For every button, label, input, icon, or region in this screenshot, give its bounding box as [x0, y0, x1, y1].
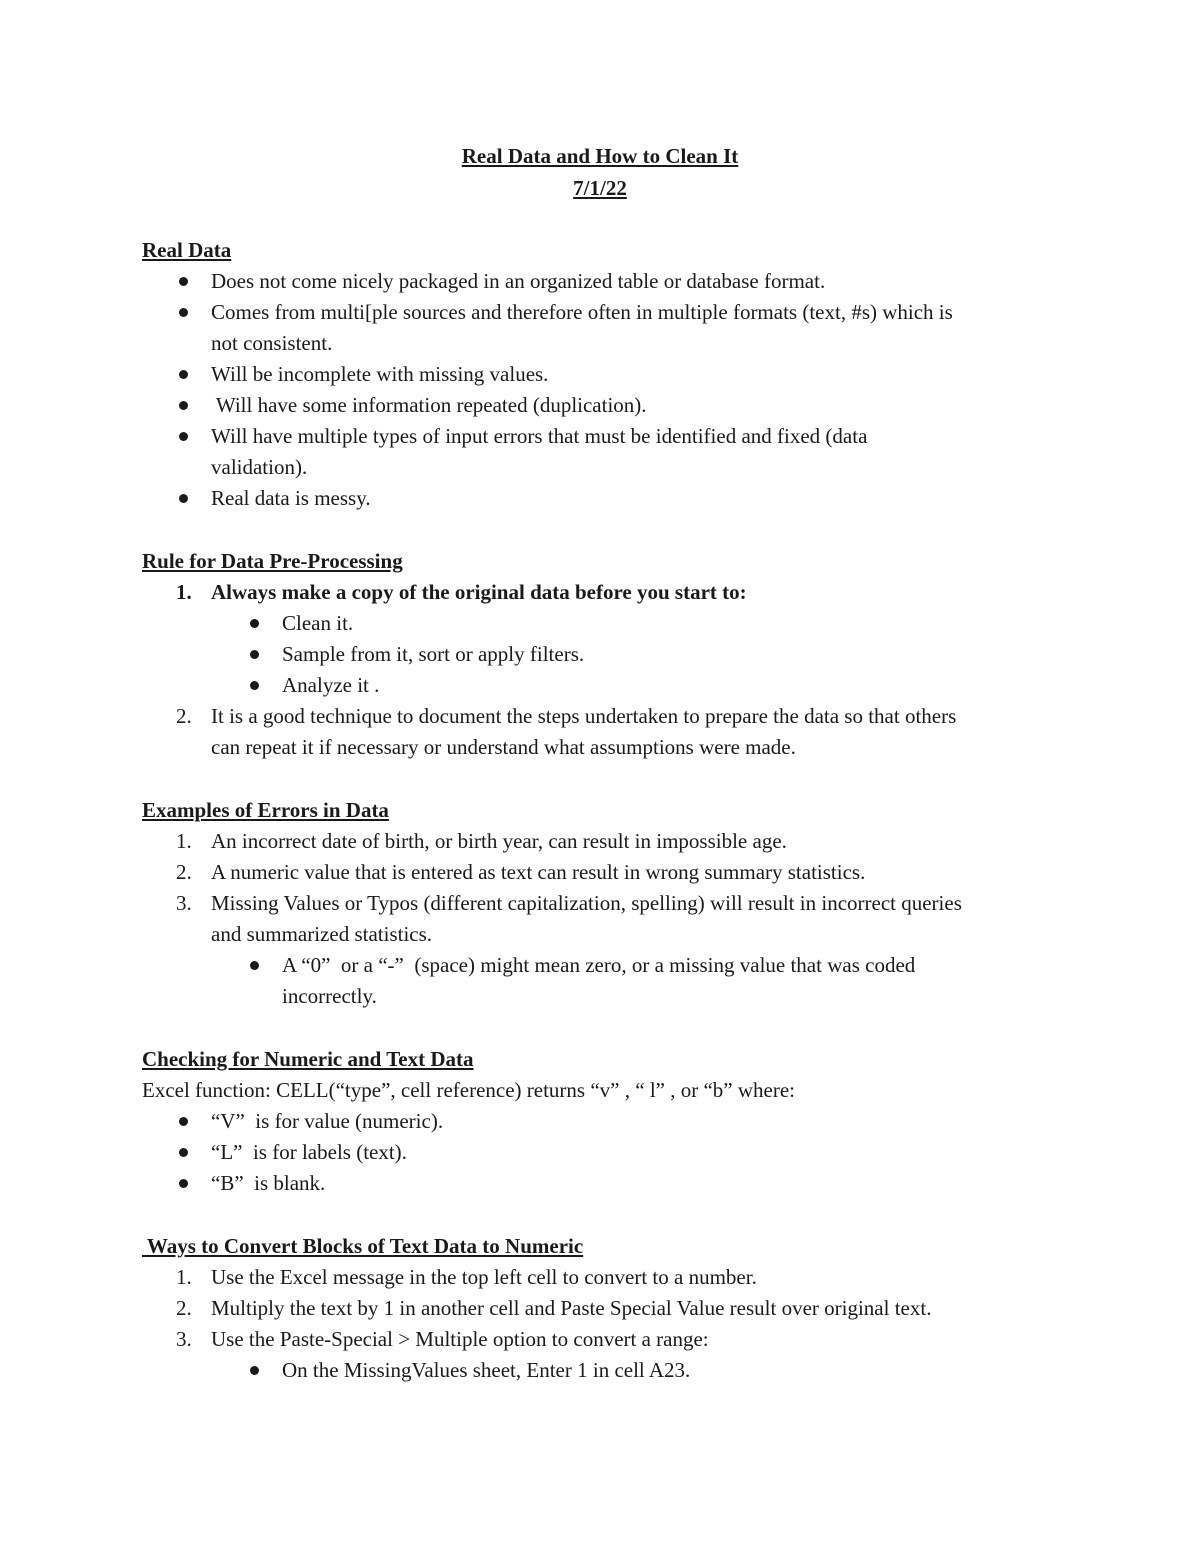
bullet-icon	[179, 1117, 188, 1126]
list-item: A numeric value that is entered as text can result in wrong summary statistics.	[211, 860, 866, 884]
bullet-icon	[250, 1366, 259, 1375]
list-item: Will have multiple types of input errors that must be identified and fixed (data	[211, 424, 868, 448]
bullet-icon	[179, 494, 188, 503]
list-item: Missing Values or Typos (different capitalization, spelling) will result in incorrect queries	[211, 891, 962, 915]
bullet-icon	[250, 681, 259, 690]
list-item: Will be incomplete with missing values.	[211, 362, 549, 386]
document-date: 7/1/22	[573, 176, 627, 200]
document-title: Real Data and How to Clean It	[461, 144, 739, 168]
sub-list-item-continuation: incorrectly.	[282, 984, 377, 1008]
list-number: 1.	[176, 829, 192, 853]
list-item: An incorrect date of birth, or birth year, can result in impossible age.	[211, 829, 787, 853]
bullet-icon	[179, 1148, 188, 1157]
list-item: Does not come nicely packaged in an organized table or database format.	[211, 269, 826, 293]
bullet-icon	[250, 650, 259, 659]
list-item-continuation: can repeat it if necessary or understand what assumptions were made.	[211, 735, 796, 759]
list-number: 1.	[176, 1265, 192, 1289]
list-item: Always make a copy of the original data before you start to:	[211, 580, 747, 604]
list-number: 2.	[176, 860, 192, 884]
sub-list-item: Analyze it .	[282, 673, 380, 697]
bullet-icon	[179, 277, 188, 286]
bullet-icon	[179, 370, 188, 379]
heading-real-data: Real Data	[142, 238, 232, 262]
list-item: Will have some information repeated (duplication).	[211, 393, 647, 417]
list-item: Use the Excel message in the top left cell to convert to a number.	[211, 1265, 757, 1289]
list-item: “V” is for value (numeric).	[211, 1109, 444, 1133]
list-item: “B” is blank.	[211, 1171, 326, 1195]
sub-list-item: Clean it.	[282, 611, 354, 635]
list-item: It is a good technique to document the steps undertaken to prepare the data so that others	[211, 704, 957, 728]
bullet-icon	[250, 961, 259, 970]
heading-rule: Rule for Data Pre-Processing	[142, 549, 403, 573]
list-number: 2.	[176, 704, 192, 728]
list-number: 1.	[176, 580, 192, 604]
list-item: Multiply the text by 1 in another cell and Paste Special Value result over original text.	[211, 1296, 932, 1320]
list-number: 3.	[176, 1327, 192, 1351]
list-item-continuation: validation).	[211, 455, 308, 479]
list-item-continuation: not consistent.	[211, 331, 333, 355]
heading-errors: Examples of Errors in Data	[142, 798, 389, 822]
bullet-icon	[179, 401, 188, 410]
bullet-icon	[179, 432, 188, 441]
list-item: Comes from multi[ple sources and therefore often in multiple formats (text, #s) which is	[211, 300, 953, 324]
list-item-continuation: and summarized statistics.	[211, 922, 433, 946]
list-number: 2.	[176, 1296, 192, 1320]
bullet-icon	[250, 619, 259, 628]
bullet-icon	[179, 1179, 188, 1188]
sub-list-item: A “0” or a “-” (space) might mean zero, or a missing value that was coded	[282, 953, 916, 977]
sub-list-item: Sample from it, sort or apply filters.	[282, 642, 585, 666]
sub-list-item: On the MissingValues sheet, Enter 1 in cell A23.	[282, 1358, 691, 1382]
list-item: “L” is for labels (text).	[211, 1140, 407, 1164]
heading-checking: Checking for Numeric and Text Data	[142, 1047, 474, 1071]
bullet-icon	[179, 308, 188, 317]
heading-ways: Ways to Convert Blocks of Text Data to Numeric	[142, 1234, 584, 1258]
list-number: 3.	[176, 891, 192, 915]
list-item: Use the Paste-Special > Multiple option to convert a range:	[211, 1327, 709, 1351]
intro-text: Excel function: CELL(“type”, cell reference) returns “v” , “ l” , or “b” where:	[142, 1078, 795, 1102]
list-item: Real data is messy.	[211, 486, 371, 510]
